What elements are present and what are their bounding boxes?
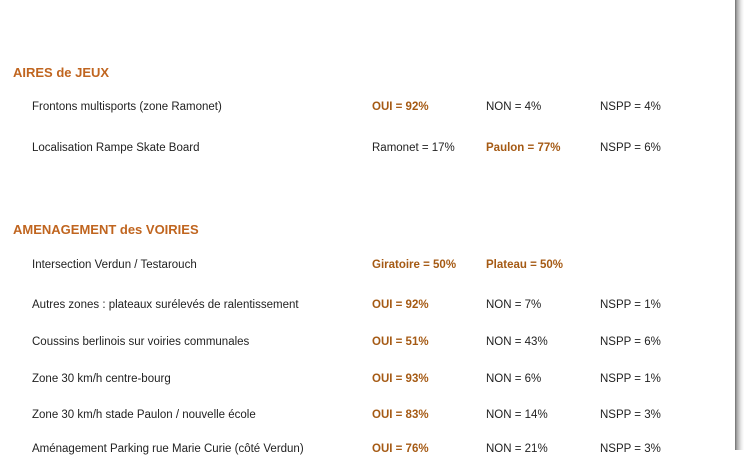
row-label: Aménagement Parking rue Marie Curie (côté Verdun)	[32, 443, 304, 455]
answer-yes: OUI = 76%	[372, 443, 429, 455]
answer-nspp: NSPP = 6%	[600, 142, 661, 154]
answer-giratoire: Giratoire = 50%	[372, 259, 457, 271]
answer-plateau: Plateau = 50%	[486, 259, 564, 271]
row-label: Localisation Rampe Skate Board	[32, 142, 200, 154]
row-label: Frontons multisports (zone Ramonet)	[32, 101, 222, 113]
survey-row-plateaux	[0, 299, 735, 315]
row-label: Coussins berlinois sur voiries communales	[32, 336, 250, 348]
row-label: Zone 30 km/h centre-bourg	[32, 373, 171, 385]
row-label: Zone 30 km/h stade Paulon / nouvelle école	[32, 409, 256, 421]
section-title-aires-de-jeux: AIRES de JEUX	[13, 65, 110, 80]
survey-row-frontons	[0, 101, 735, 117]
page-shadow-edge	[735, 0, 744, 450]
answer-nspp: NSPP = 6%	[600, 336, 661, 348]
section-title-amenagement-voiries: AMENAGEMENT des VOIRIES	[13, 222, 199, 237]
survey-row-skate-board	[0, 142, 735, 158]
answer-yes: OUI = 83%	[372, 409, 429, 421]
row-label: Intersection Verdun / Testarouch	[32, 259, 197, 271]
answer-no: NON = 7%	[486, 299, 542, 311]
answer-no: NON = 4%	[486, 101, 542, 113]
answer-no: NON = 21%	[486, 443, 548, 455]
answer-no: NON = 14%	[486, 409, 548, 421]
survey-row-intersection	[0, 259, 735, 275]
answer-nspp: NSPP = 1%	[600, 373, 661, 385]
row-label: Autres zones : plateaux surélevés de ralentissement	[32, 299, 299, 311]
answer-nspp: NSPP = 3%	[600, 409, 661, 421]
answer-nspp: NSPP = 4%	[600, 101, 661, 113]
survey-row-zone30-paulon	[0, 409, 735, 425]
answer-yes: OUI = 51%	[372, 336, 429, 348]
survey-row-zone30-centre	[0, 373, 735, 389]
answer-yes: OUI = 93%	[372, 373, 429, 385]
answer-nspp: NSPP = 3%	[600, 443, 661, 455]
answer-yes: OUI = 92%	[372, 299, 429, 311]
answer-no: NON = 43%	[486, 336, 548, 348]
answer-yes: OUI = 92%	[372, 101, 429, 113]
survey-row-coussins	[0, 336, 735, 352]
answer-ramonet: Ramonet = 17%	[372, 142, 455, 154]
survey-row-parking	[0, 443, 735, 459]
answer-paulon: Paulon = 77%	[486, 142, 561, 154]
answer-nspp: NSPP = 1%	[600, 299, 661, 311]
answer-no: NON = 6%	[486, 373, 542, 385]
